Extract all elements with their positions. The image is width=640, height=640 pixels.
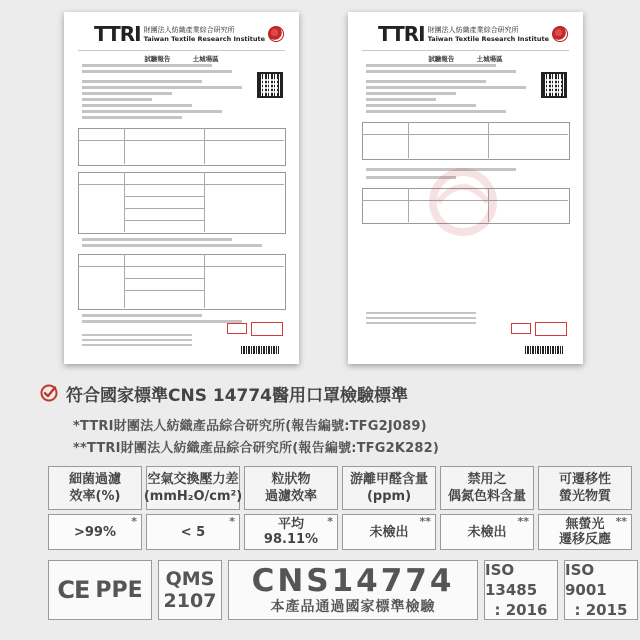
spec-value-cell bbox=[440, 514, 534, 550]
spec-column bbox=[143, 466, 243, 550]
spec-value: >99% bbox=[73, 524, 116, 540]
spec-mark: * bbox=[131, 515, 137, 528]
iso2-line1: ISO 9001 bbox=[565, 561, 607, 599]
barcode-icon bbox=[241, 346, 279, 354]
spec-value: 未檢出 bbox=[369, 524, 409, 540]
qr-code-icon bbox=[541, 72, 567, 98]
spec-table bbox=[48, 466, 632, 550]
logo-wordmark: TTRI bbox=[94, 22, 141, 46]
org-name-en: Taiwan Textile Research Institute bbox=[427, 34, 550, 43]
ttri-logo bbox=[94, 22, 284, 46]
spec-header: 粒狀物 過濾效率 bbox=[244, 466, 338, 510]
spec-value-cell bbox=[146, 514, 240, 550]
report-note-1: *TTRI財團法人紡織產品綜合研究所(報告編號:TFG2J089) bbox=[73, 419, 427, 434]
spec-column bbox=[48, 466, 142, 550]
certification-title: 符合國家標準CNS 14774醫用口罩檢驗標準 bbox=[66, 385, 409, 406]
ppe-label: PPE bbox=[95, 577, 143, 603]
iso1-line1: ISO 13485 bbox=[485, 561, 538, 599]
certification-headline bbox=[40, 380, 408, 406]
spec-mark: ** bbox=[517, 515, 529, 528]
report-heading bbox=[64, 54, 299, 63]
ttri-emblem-icon bbox=[552, 26, 568, 42]
spec-header: 可遷移性 螢光物質 bbox=[538, 466, 632, 510]
spec-column bbox=[440, 466, 534, 550]
red-stamp-icon bbox=[535, 322, 567, 336]
iso-9001-badge bbox=[564, 560, 638, 620]
logo-wordmark: TTRI bbox=[378, 22, 425, 46]
report-title: 試驗報告 bbox=[144, 55, 171, 63]
qms-badge bbox=[158, 560, 222, 620]
report-sheet-left bbox=[64, 12, 299, 364]
spec-column bbox=[342, 466, 436, 550]
seal-stamp-icon bbox=[511, 323, 531, 334]
cns-caption: 本產品通過國家標準檢驗 bbox=[270, 599, 436, 615]
report-note-2: **TTRI財團法人紡織產品綜合研究所(報告編號:TFG2K282) bbox=[73, 441, 440, 456]
report-lab: 土城場區 bbox=[192, 55, 219, 63]
spec-value: 無螢光 遷移反應 bbox=[558, 517, 611, 547]
qms-line2: 2107 bbox=[163, 590, 217, 612]
iso-13485-badge bbox=[484, 560, 558, 620]
ttri-watermark-icon bbox=[408, 162, 518, 242]
spec-header: 游離甲醛含量 (ppm) bbox=[342, 466, 436, 510]
spec-value-cell bbox=[342, 514, 436, 550]
report-heading bbox=[348, 54, 583, 63]
org-name-cn: 財團法人紡織產業綜合研究所 bbox=[143, 25, 235, 34]
ce-mark: CE bbox=[57, 576, 90, 604]
report-title: 試驗報告 bbox=[428, 55, 455, 63]
barcode-icon bbox=[525, 346, 563, 354]
spec-value: < 5 bbox=[180, 524, 206, 540]
qr-code-icon bbox=[257, 72, 283, 98]
ce-ppe-badge bbox=[48, 560, 152, 620]
spec-mark: * bbox=[327, 515, 333, 528]
red-stamp-icon bbox=[251, 322, 283, 336]
qms-line1: QMS bbox=[165, 568, 215, 590]
cns-code: CNS14774 bbox=[251, 563, 455, 599]
spec-header: 禁用之 偶氮色料含量 bbox=[440, 466, 534, 510]
spec-value-cell bbox=[538, 514, 632, 550]
org-name-en: Taiwan Textile Research Institute bbox=[143, 34, 266, 43]
cns-badge bbox=[228, 560, 478, 620]
ttri-logo bbox=[378, 22, 568, 46]
org-name-cn: 財團法人紡織產業綜合研究所 bbox=[427, 25, 519, 34]
spec-mark: ** bbox=[419, 515, 431, 528]
spec-value: 平均 98.11% bbox=[263, 517, 319, 547]
ttri-emblem-icon bbox=[268, 26, 284, 42]
check-circle-icon bbox=[40, 384, 58, 402]
report-sheet-right bbox=[348, 12, 583, 364]
spec-value-cell bbox=[244, 514, 338, 550]
spec-column bbox=[244, 466, 338, 550]
certification-badges bbox=[48, 560, 632, 620]
spec-header: 細菌過濾 效率(%) bbox=[48, 466, 142, 510]
spec-mark: * bbox=[229, 515, 235, 528]
spec-header: 空氣交換壓力差 (mmH₂O/cm²) bbox=[146, 466, 240, 510]
seal-stamp-icon bbox=[227, 323, 247, 334]
spec-value: 未檢出 bbox=[467, 524, 507, 540]
iso2-line2: : 2015 bbox=[574, 601, 628, 619]
report-lab: 土城場區 bbox=[476, 55, 503, 63]
spec-column bbox=[538, 466, 632, 550]
spec-mark: ** bbox=[615, 515, 627, 528]
iso1-line2: : 2016 bbox=[494, 601, 548, 619]
spec-value-cell bbox=[48, 514, 142, 550]
